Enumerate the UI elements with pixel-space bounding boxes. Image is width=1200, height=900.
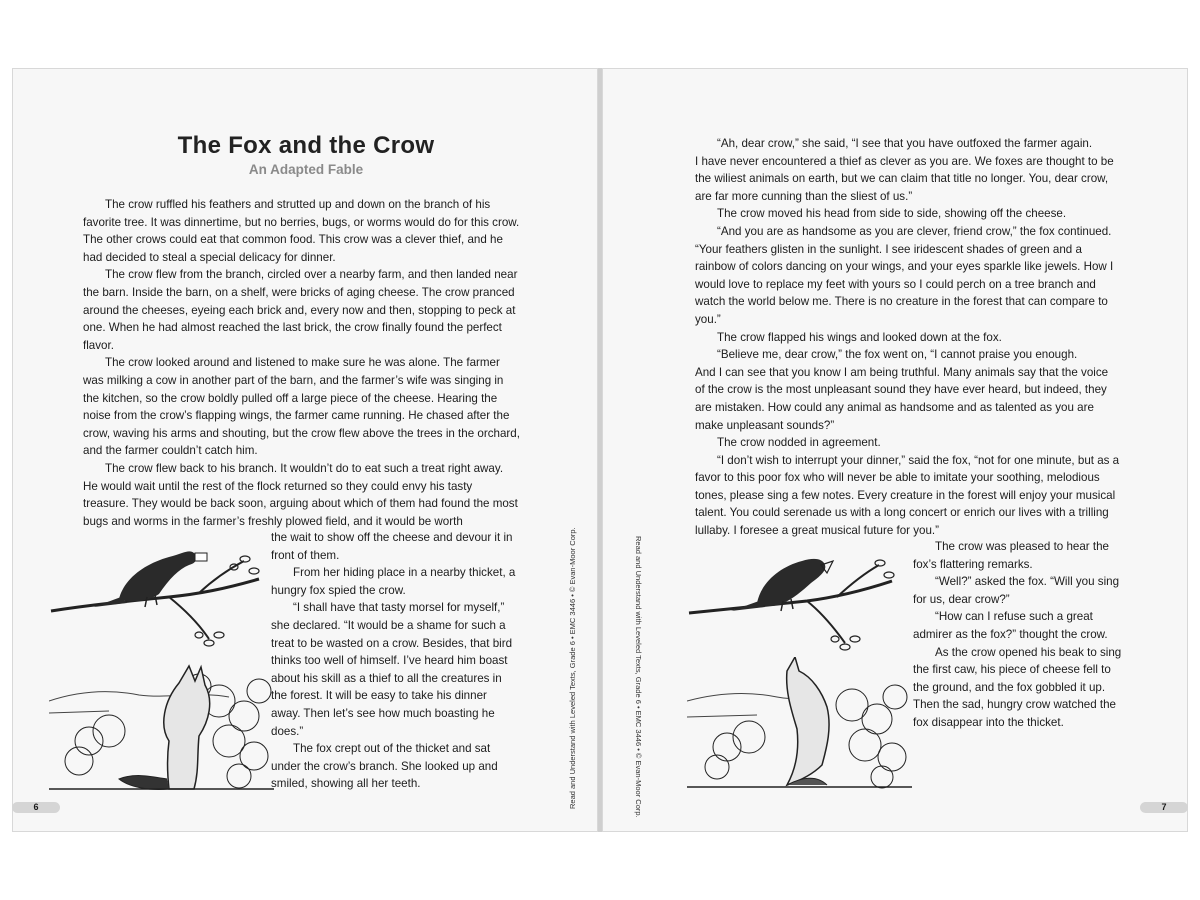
left-narrow-column (271, 529, 519, 793)
paragraph: The fox crept out of the thicket and sat under the crow’s branch. She looked up and smiled, showing all her teeth. (271, 742, 498, 791)
margin-credit: Read and Understand with Leveled Texts, Grade 6 • EMC 3446 • © Evan-Moor Corp. (568, 527, 577, 809)
paragraph: The crow was pleased to hear the fox’s flattering remarks. (913, 540, 1110, 571)
paragraph: The crow flapped his wings and looked down at the fox. (717, 330, 1002, 344)
paragraph: From her hiding place in a nearby thicket, a hungry fox spied the crow. (271, 566, 516, 597)
paragraph: I have never encountered a thief as clever as you are. We foxes are thought to be the wiliest animals on earth, but we can claim that title no longer. You, dear crow, are far more cunning than the sliest of us.” (695, 154, 1114, 203)
paragraph: The crow ruffled his feathers and strutted up and down on the branch of his favorite tree. It was dinnertime, but no berries, bugs, or worms would do for this crow. The other crows could eat that common food. This crow was a clever thief, and he had decided to steal a special delicacy for dinner. (83, 198, 520, 264)
paragraph: “Believe me, dear crow,” the fox went on, “I cannot praise you enough. (717, 348, 1078, 362)
right-page (602, 68, 1188, 832)
left-text-column (83, 196, 521, 530)
paragraph: The crow flew back to his branch. It wouldn’t do to eat such a treat right away. He would wait until the rest of the flock returned so they could envy his tasty treasure. They would be back soon, arguing about which of them had found the most bugs and worms in the farmer’s freshly plowed field, and it would be worth (83, 461, 518, 528)
crow-singing-illustration (687, 547, 902, 657)
paragraph: the wait to show off the cheese and devour it in front of them. (271, 531, 513, 562)
fox-in-thicket-illustration (49, 661, 274, 796)
paragraph: “Well?” asked the fox. “Will you sing for us, dear crow?” (913, 575, 1120, 606)
page-number: 7 (1140, 802, 1188, 813)
book-spread (12, 68, 1188, 832)
paragraph: The crow nodded in agreement. (717, 436, 881, 450)
paragraph: “And you are as handsome as you are clever, friend crow,” the fox continued. “Your feathers glisten in the sunlight. I see iridescent shades of green and a rainbow of colors dancing on your wings, and your eyes sparkle like jewels. How I would love to replace my feet with yours so I could perch on a tree branch and watch the world below me. There is no creature in the forest that can compare to you.” (695, 224, 1114, 326)
paragraph: And I can see that you know I am being truthful. Many animals say that the voice of the crow is the most unpleasant sound they have ever heard, but indeed, they are mistaken. How could any animal as handsome and as talented as you are make unpleasant sounds?” (695, 365, 1109, 432)
paragraph: The crow flew from the branch, circled over a nearby farm, and then landed near the barn. Inside the barn, on a shelf, were bricks of aging cheese. The crow pranced around the cheeses, eyeing each brick and, every now and then, stopping to peck at one. When he had almost reached the last brick, the crow finally found the perfect flavor. (83, 268, 518, 352)
fox-leaping-illustration (687, 657, 912, 792)
right-text-column (695, 135, 1120, 540)
margin-credit: Read and Understand with Leveled Texts, Grade 6 • EMC 3446 • © Evan-Moor Corp. (634, 536, 643, 818)
story-title: The Fox and the Crow (177, 132, 435, 159)
paragraph: “I don’t wish to interrupt your dinner,” said the fox, “not for one minute, but as a favor to this poor fox who will never be able to imitate your soothing, melodious tones, please sing a few notes. Every creature in the forest will enjoy your musical talent. You could serenade us with a long concert or enrich our lives with a trilling lullaby. I foresee a great musical future for you.” (695, 453, 1120, 538)
right-narrow-column (913, 538, 1123, 732)
crow-on-branch-illustration (49, 539, 269, 659)
paragraph: The crow moved his head from side to side, showing off the cheese. (717, 207, 1067, 221)
paragraph: “I shall have that tasty morsel for myself,” she declared. “It would be a shame for such a treat to be wasted on a crow. Besides, that bird thinks too well of himself. I’ve heard him boast about his skill as a thief to all the creatures in the forest. It will be easy to take his dinner away. Then let’s see how much boasting he does.” (271, 601, 513, 738)
paragraph: As the crow opened his beak to sing the first caw, his piece of cheese fell to the ground, and the fox gobbled it up. Then the sad, hungry crow watched the fox disappear into the thicket. (913, 645, 1122, 729)
left-page (12, 68, 598, 832)
page-number: 6 (12, 802, 60, 813)
paragraph: The crow looked around and listened to make sure he was alone. The farmer was milking a cow in another part of the barn, and the farmer’s wife was singing in the kitchen, so the crow boldly pulled off a large piece of the cheese. Hearing the noise from the crow’s flapping wings, the farmer came running. He chased after the crow, waving his arms and shouting, but the crow flew above the trees in the orchard, and the farmer couldn’t catch him. (83, 356, 520, 458)
story-subtitle: An Adapted Fable (248, 162, 364, 177)
paragraph: “How can I refuse such a great admirer as the fox?” thought the crow. (913, 610, 1108, 641)
paragraph: “Ah, dear crow,” she said, “I see that you have outfoxed the farmer again. (717, 137, 1093, 150)
